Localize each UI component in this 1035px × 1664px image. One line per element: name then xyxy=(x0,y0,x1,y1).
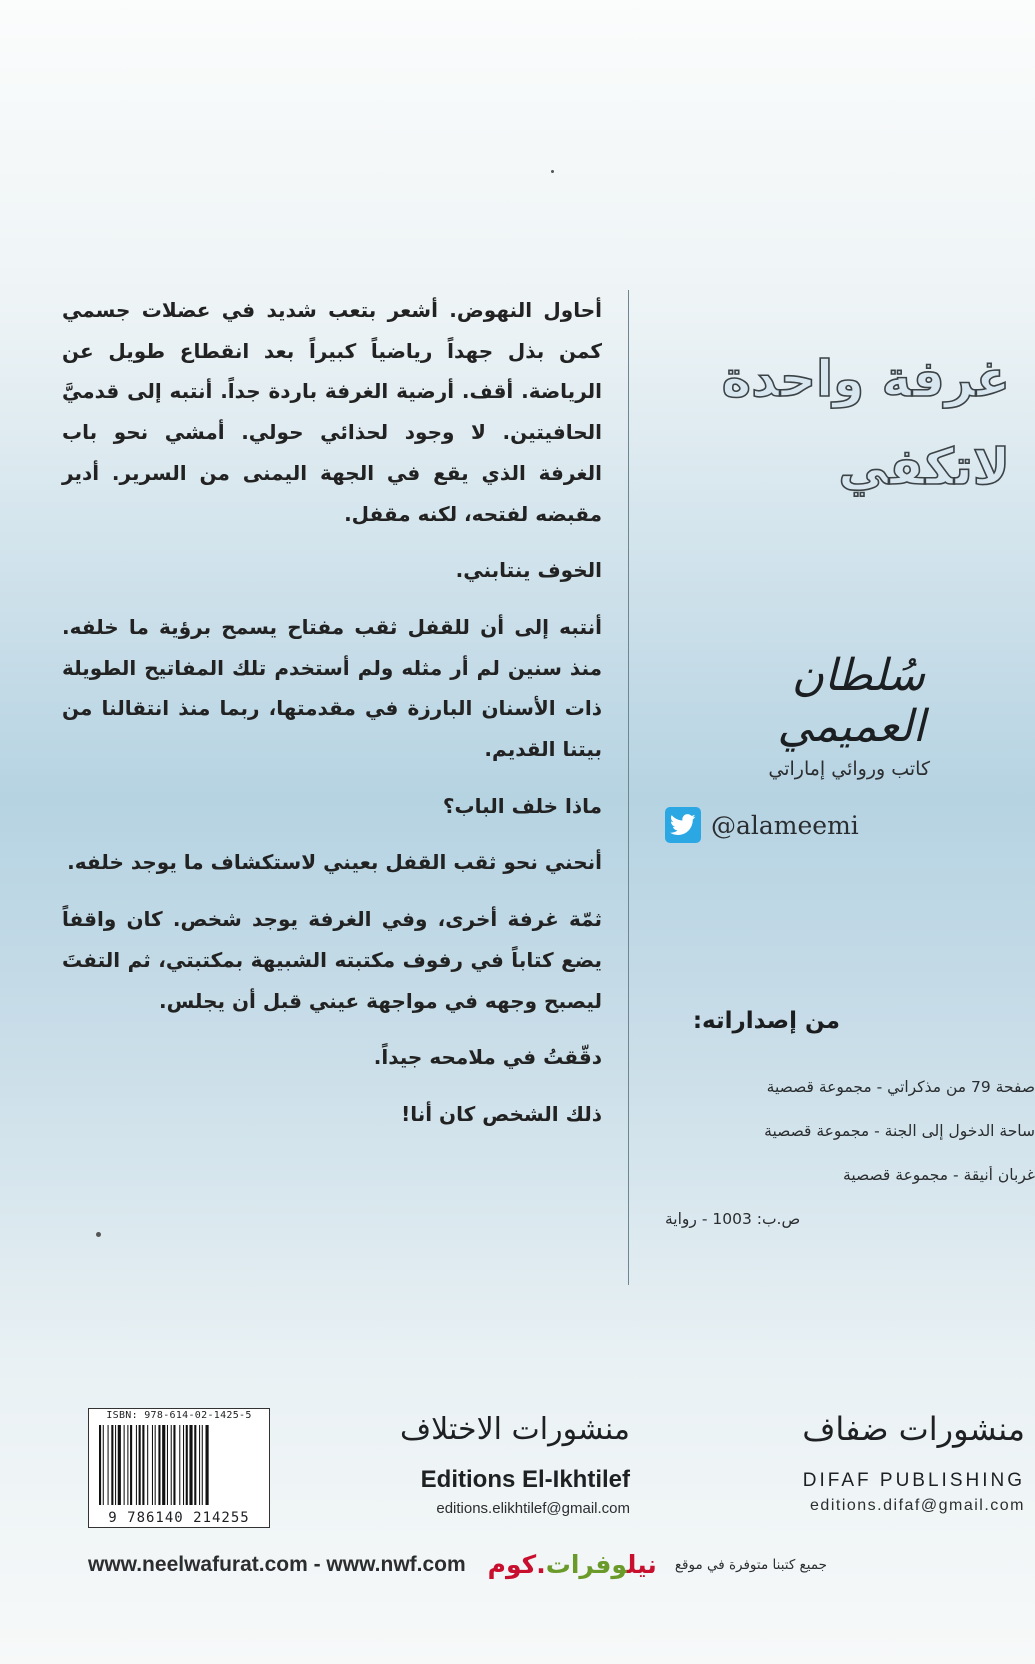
isbn-barcode xyxy=(88,1408,270,1528)
title-line: لاتكفي xyxy=(838,438,1010,496)
barcode-bar xyxy=(186,1425,188,1505)
barcode-bar xyxy=(103,1425,104,1505)
barcode-bars xyxy=(99,1425,259,1507)
difaf-name: DIFAF PUBLISHING xyxy=(802,1470,1025,1491)
excerpt-paragraph: ذلك الشخص كان أنا! xyxy=(401,1101,602,1126)
twitter-contact xyxy=(665,807,859,843)
barcode-bar xyxy=(199,1425,200,1505)
twitter-handle: @alameemi xyxy=(711,810,859,840)
column-divider xyxy=(628,290,629,1285)
excerpt-paragraph: ماذا خلف الباب؟ xyxy=(442,793,602,818)
barcode-bar xyxy=(142,1425,144,1505)
barcode-bar xyxy=(155,1425,156,1505)
barcode-bar xyxy=(127,1425,128,1505)
ikhtilef-logo-ar: منشورات الاختلاف xyxy=(399,1412,630,1447)
barcode-bar xyxy=(111,1425,113,1505)
publication-item: ص.ب: 1003 - رواية xyxy=(665,1210,801,1228)
nwf-logo-part: وفرات xyxy=(545,1550,628,1579)
barcode-bar xyxy=(136,1425,137,1505)
twitter-icon xyxy=(665,807,701,843)
barcode-bar xyxy=(118,1425,121,1505)
ikhtilef-email: editions.elikhtilef@gmail.com xyxy=(436,1500,630,1517)
barcode-bar xyxy=(173,1425,175,1505)
nwf-logo-part: .كوم xyxy=(487,1550,546,1579)
barcode-bar xyxy=(99,1425,101,1505)
barcode-bar xyxy=(206,1425,209,1505)
barcode-bar xyxy=(171,1425,172,1505)
excerpt-paragraph: ثمّة غرفة أخرى، وفي الغرفة يوجد شخص. كان واقفاً يضع كتاباً في رفوف مكتبته الشبيهة بمكتبتي، ثم التفتَ ليصبح وجهه في مواجهة عيني قبل أن يجلس. xyxy=(62,907,602,1013)
publication-item: ساحة الدخول إلى الجنة - مجموعة قصصية xyxy=(764,1122,1035,1140)
nwf-logo-part: نيل xyxy=(627,1550,657,1579)
difaf-email: editions.difaf@gmail.com xyxy=(810,1497,1025,1514)
store-urls: www.neelwafurat.com - www.nwf.com xyxy=(88,1552,466,1576)
excerpt-paragraph: الخوف ينتابني. xyxy=(455,558,602,583)
barcode-bar xyxy=(162,1425,165,1505)
author-description: كاتب وروائي إماراتي xyxy=(768,758,930,780)
barcode-bar xyxy=(139,1425,141,1505)
difaf-logo-ar: منشورات ضفاف xyxy=(802,1410,1025,1448)
barcode-bar xyxy=(124,1425,125,1505)
title-line: غرفة واحدة xyxy=(721,350,1010,408)
excerpt-paragraph: أنحني نحو ثقب القفل بعيني لاستكشاف ما يوجد خلفه. xyxy=(67,850,602,875)
barcode-bar xyxy=(147,1425,148,1505)
publications-heading: من إصداراته: xyxy=(692,1008,840,1034)
barcode-bar xyxy=(183,1425,184,1505)
barcode-bar xyxy=(158,1425,160,1505)
book-title xyxy=(650,335,1010,511)
excerpt xyxy=(62,290,602,1151)
excerpt-paragraph: أنتبه إلى أن للقفل ثقب مفتاح يسمح برؤية ما خلفه. منذ سنين لم أر مثله ولم أستخدم تلك المفاتيح الطويلة ذات الأسنان البارزة في مقدمتها، ربما منذ انتقالنا من بيتنا القديم. xyxy=(62,614,602,762)
barcode-bar xyxy=(189,1425,192,1505)
barcode-bar xyxy=(152,1425,153,1505)
speck xyxy=(96,1232,101,1237)
nwf-logo xyxy=(488,1550,657,1579)
author-signature: سُلطان العميمي xyxy=(777,650,925,752)
publication-item: غربان أنيقة - مجموعة قصصية xyxy=(843,1166,1035,1184)
barcode-bar xyxy=(202,1425,203,1505)
barcode-bar xyxy=(108,1425,109,1505)
speck xyxy=(551,170,554,173)
barcode-bar xyxy=(167,1425,168,1505)
footer xyxy=(88,1550,827,1579)
availability-text: جميع كتبنا متوفرة في موقع xyxy=(674,1556,827,1573)
publication-item: صفحة 79 من مذكراتي - مجموعة قصصية xyxy=(766,1078,1035,1096)
barcode-number: 9 786140 214255 xyxy=(108,1510,250,1526)
excerpt-paragraph: أحاول النهوض. أشعر بتعب شديد في عضلات جسمي كمن بذل جهداً رياضياً كبيراً بعد انقطاع طويل عن الرياضة. أقف. أرضية الغرفة باردة جداً. أنتبه إلى قدميَّ الحافيتين. لا وجود لحذائي حولي. أمشي نحو باب الغرفة الذي يقع في الجهة اليمنى من السرير. أدير مقبضه لفتحه، لكنه مقفل. xyxy=(62,298,602,526)
ikhtilef-name: Editions El-Ikhtilef xyxy=(420,1466,630,1493)
barcode-bar xyxy=(130,1425,132,1505)
barcode-bar xyxy=(115,1425,116,1505)
barcode-bar xyxy=(179,1425,180,1505)
isbn-label: ISBN: 978-614-02-1425-5 xyxy=(106,1410,252,1421)
excerpt-paragraph: دقّقتُ في ملامحه جيداً. xyxy=(373,1045,602,1070)
barcode-bar xyxy=(194,1425,196,1505)
